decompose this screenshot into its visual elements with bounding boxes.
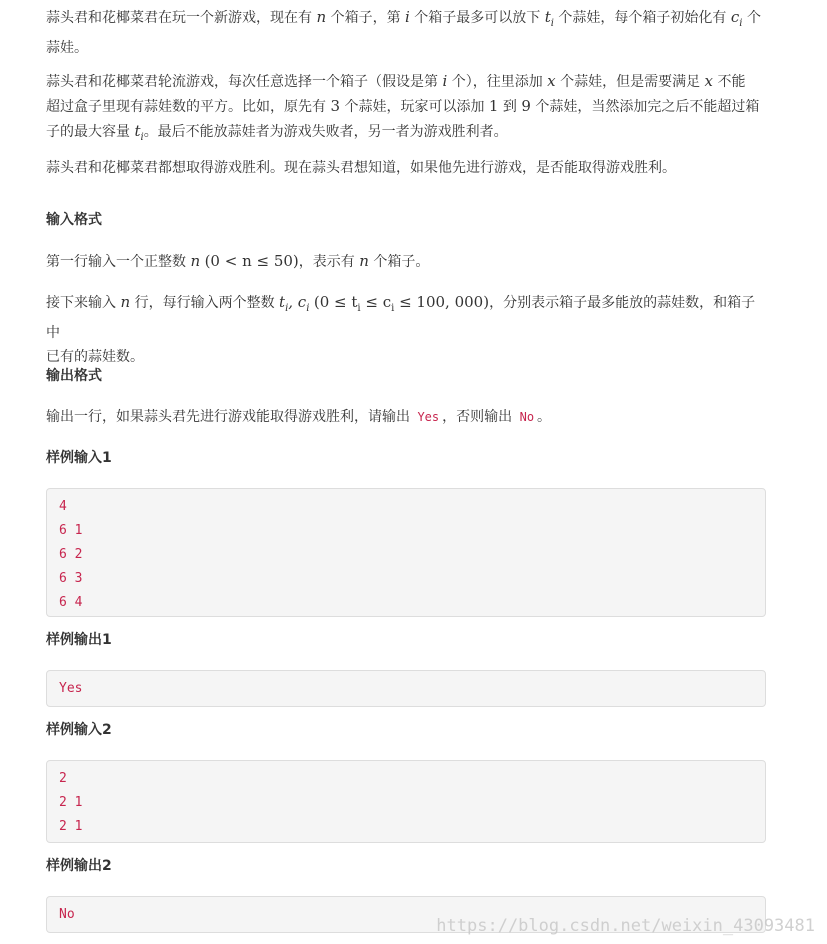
input-format-line-2: 接下来输入 n 行，每行输入两个整数 $t_i$, $c_i$ ($0 \le t_i \le c_i \le 100$, 000)，分别表示箱子最多能放的蒜娃数，和箱子中 已有的蒜娃数。 [46,293,756,365]
inline-code-no: No [519,410,535,424]
sample-output-2-code: No [46,896,766,933]
problem-description-1: 蒜头君和花椰菜君在玩一个新游戏，现在有 n 个箱子，第 i 个箱子最多可以放下 $t_i$ 个蒜娃，每个箱子初始化有 $c_i$ 个 蒜娃。 [46,8,761,56]
input-format-line-1: 第一行输入一个正整数 n (0 < n ≤ 50)，表示有 n 个箱子。 [46,252,430,270]
sample-input-1-code: 4 6 1 6 2 6 3 6 4 [46,488,766,617]
problem-description-3: 蒜头君和花椰菜君都想取得游戏胜利。现在蒜头君想知道，如果他先进行游戏，是否能取得游戏胜利。 [46,160,676,176]
output-format-line: 输出一行，如果蒜头君先进行游戏能取得游戏胜利，请输出 Yes ，否则输出 No 。 [46,409,552,425]
input-format-heading: 输入格式 [46,212,102,228]
sample-input-2-code: 2 2 1 2 1 [46,760,766,843]
sample-input-2-heading: 样例输入2 [46,722,112,738]
sample-output-1-code: Yes [46,670,766,707]
sample-input-1-heading: 样例输入1 [46,450,112,466]
output-format-heading: 输出格式 [46,368,102,384]
watermark: https://blog.csdn.net/weixin_43093481 [436,916,815,936]
problem-description-2: 蒜头君和花椰菜君轮流游戏，每次任意选择一个箱子（假设是第 i 个），往里添加 x 个蒜娃，但是需要满足 x 不能 超过盒子里现有蒜娃数的平方。比如，原先有 3 个蒜娃，玩家可以添加 1 到 9 个蒜娃，当然添加完之后不能超过箱 子的最大容量 $t_i$。最后不能放蒜娃者为游戏失败者，另一者为游戏胜利者。 [46,72,760,143]
sample-output-2-heading: 样例输出2 [46,858,112,874]
sample-output-1-heading: 样例输出1 [46,632,112,648]
inline-code-yes: Yes [417,410,440,424]
